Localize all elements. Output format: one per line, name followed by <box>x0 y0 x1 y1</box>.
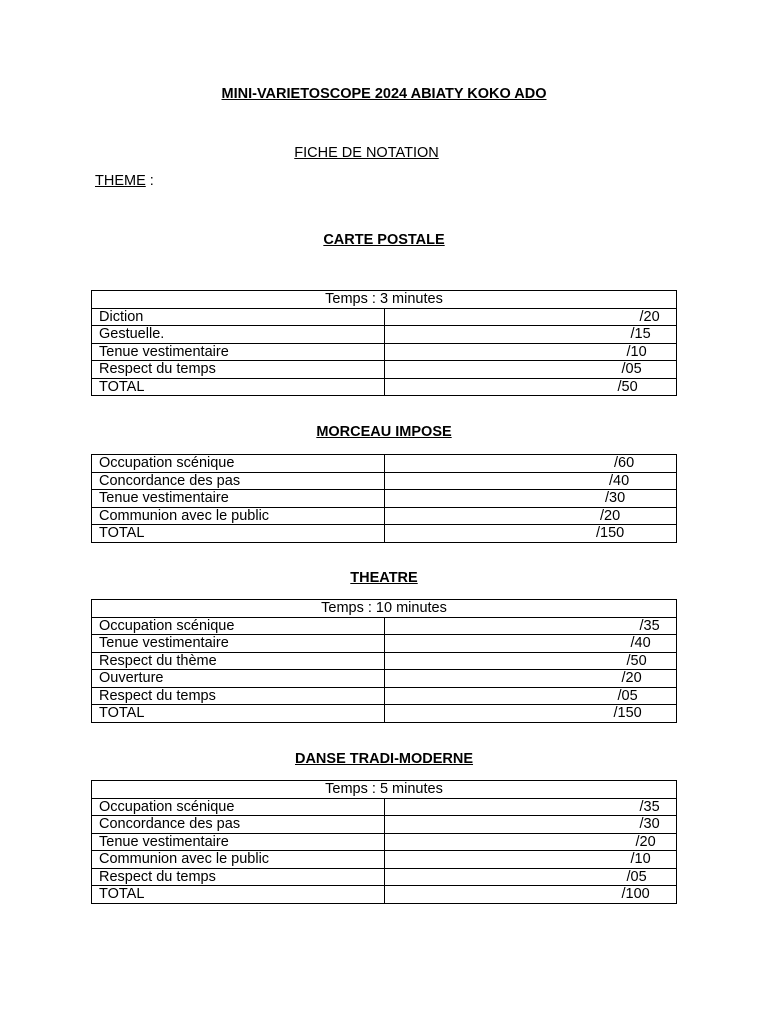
criterion-cell: Gestuelle. <box>92 326 385 344</box>
section-heading-danse-tradi-moderne: DANSE TRADI-MODERNE <box>294 751 474 767</box>
points-cell <box>384 343 677 361</box>
table-row <box>92 472 677 490</box>
score-table-carte-postale <box>91 290 677 396</box>
points-cell <box>384 816 677 834</box>
criterion-cell: Occupation scénique <box>92 798 385 816</box>
criterion-cell: Respect du thème <box>92 652 385 670</box>
points-cell <box>384 798 677 816</box>
points-cell <box>384 635 677 653</box>
points-cell <box>385 525 677 543</box>
points-value: /35 <box>639 617 660 634</box>
points-cell <box>385 507 677 525</box>
points-cell <box>384 378 677 396</box>
table-row <box>92 361 677 379</box>
points-value: /20 <box>600 507 621 524</box>
points-value: /10 <box>630 851 651 867</box>
criterion-cell: Respect du temps <box>92 868 385 886</box>
points-cell <box>384 652 677 670</box>
points-cell <box>384 868 677 886</box>
points-cell <box>385 472 677 490</box>
table-row <box>92 886 677 904</box>
table-row <box>92 617 677 635</box>
points-value: /100 <box>621 886 650 902</box>
table-row <box>92 652 677 670</box>
table-row <box>92 635 677 653</box>
points-value: /15 <box>630 326 651 342</box>
points-value: /50 <box>617 378 638 395</box>
section-heading-carte-postale: CARTE POSTALE <box>323 232 445 248</box>
criterion-cell: Tenue vestimentaire <box>92 490 385 508</box>
points-cell <box>384 670 677 688</box>
table-row <box>92 687 677 705</box>
criterion-cell: TOTAL <box>92 705 385 723</box>
points-value: /20 <box>639 308 660 325</box>
criterion-cell: Tenue vestimentaire <box>92 635 385 653</box>
criterion-cell: Concordance des pas <box>92 472 385 490</box>
score-table-theatre <box>91 599 677 723</box>
points-cell <box>384 687 677 705</box>
criterion-cell: Ouverture <box>92 670 385 688</box>
points-cell <box>384 851 677 869</box>
table-row <box>92 600 677 618</box>
points-cell <box>384 705 677 723</box>
theme-label: THEME <box>95 173 146 189</box>
points-value: /05 <box>626 868 647 885</box>
points-value: /40 <box>609 472 630 489</box>
table-row <box>92 670 677 688</box>
criterion-cell: Occupation scénique <box>92 617 385 635</box>
points-value: /60 <box>614 455 635 471</box>
criterion-cell: TOTAL <box>92 525 385 543</box>
document-subtitle: FICHE DE NOTATION <box>294 145 439 161</box>
section-heading-theatre: THEATRE <box>350 570 418 586</box>
points-value: /05 <box>621 361 642 377</box>
criterion-cell: Communion avec le public <box>92 851 385 869</box>
time-limit: Temps : 3 minutes <box>92 291 677 309</box>
table-row <box>92 378 677 396</box>
criterion-cell: Respect du temps <box>92 361 385 379</box>
points-value: /150 <box>596 525 625 541</box>
table-row <box>92 816 677 834</box>
criterion-cell: Tenue vestimentaire <box>92 343 385 361</box>
points-cell <box>384 308 677 326</box>
points-cell <box>384 886 677 904</box>
table-row <box>92 851 677 869</box>
points-value: /40 <box>630 635 651 651</box>
points-cell <box>385 455 677 473</box>
table-row <box>92 798 677 816</box>
table-row <box>92 308 677 326</box>
table-row <box>92 525 677 543</box>
points-value: /50 <box>626 652 647 669</box>
table-row <box>92 455 677 473</box>
points-cell <box>384 326 677 344</box>
time-limit: Temps : 10 minutes <box>92 600 677 618</box>
score-table-danse-tradi-moderne <box>91 780 677 904</box>
table-row <box>92 705 677 723</box>
table-row <box>92 291 677 309</box>
table-row <box>92 343 677 361</box>
criterion-cell: Communion avec le public <box>92 507 385 525</box>
theme-line <box>95 173 154 189</box>
points-value: /30 <box>639 816 660 832</box>
time-limit: Temps : 5 minutes <box>92 781 677 799</box>
points-value: /10 <box>626 343 647 360</box>
criterion-cell: TOTAL <box>92 378 385 396</box>
points-cell <box>385 490 677 508</box>
section-heading-morceau-impose: MORCEAU IMPOSE <box>316 424 452 440</box>
points-value: /35 <box>639 798 660 815</box>
table-row <box>92 326 677 344</box>
document-title: MINI-VARIETOSCOPE 2024 ABIATY KOKO ADO <box>221 86 547 102</box>
criterion-cell: Concordance des pas <box>92 816 385 834</box>
criterion-cell: TOTAL <box>92 886 385 904</box>
criterion-cell: Respect du temps <box>92 687 385 705</box>
table-row <box>92 490 677 508</box>
points-value: /20 <box>621 670 642 686</box>
score-table-morceau-impose <box>91 454 677 543</box>
points-cell <box>384 361 677 379</box>
points-cell <box>384 833 677 851</box>
table-row <box>92 833 677 851</box>
criterion-cell: Occupation scénique <box>92 455 385 473</box>
points-cell <box>384 617 677 635</box>
theme-separator: : <box>145 173 154 189</box>
points-value: /30 <box>605 490 626 506</box>
criterion-cell: Diction <box>92 308 385 326</box>
points-value: /150 <box>613 705 642 721</box>
table-row <box>92 781 677 799</box>
table-row <box>92 868 677 886</box>
table-row <box>92 507 677 525</box>
criterion-cell: Tenue vestimentaire <box>92 833 385 851</box>
points-value: /20 <box>635 833 656 850</box>
points-value: /05 <box>617 687 638 704</box>
